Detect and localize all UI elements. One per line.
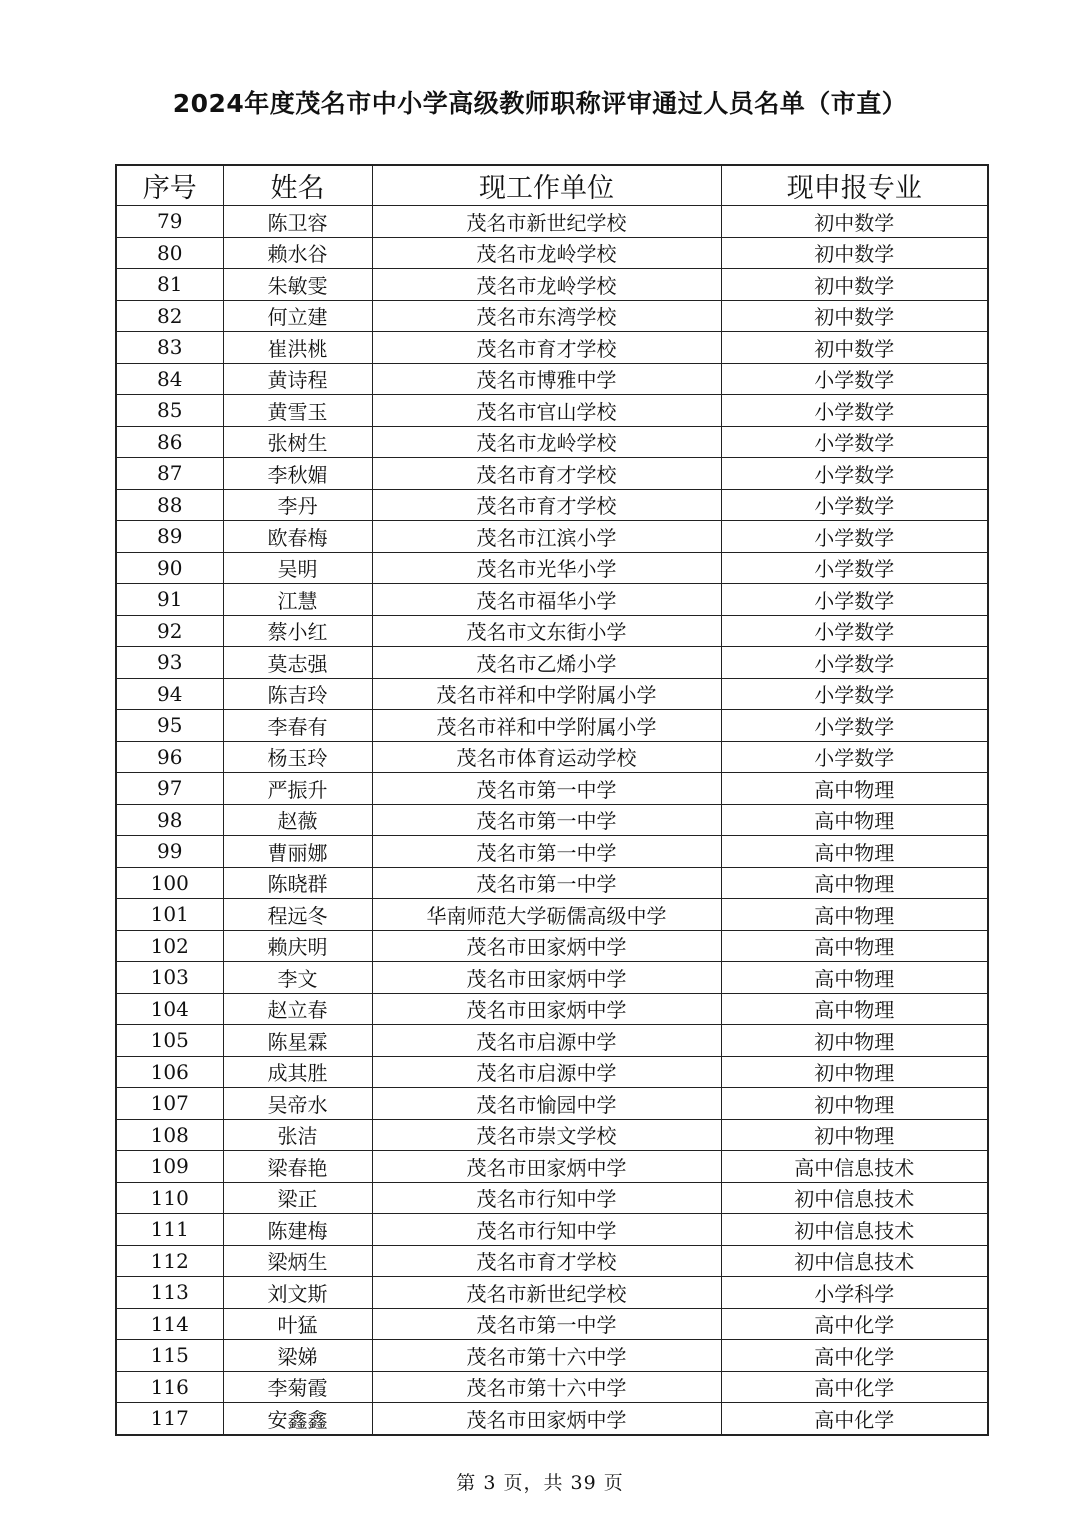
cell-unit: 茂名市文东街小学	[372, 615, 721, 647]
cell-major: 高中化学	[721, 1340, 988, 1372]
table-row	[116, 741, 988, 773]
cell-name: 江慧	[223, 584, 372, 616]
cell-unit: 茂名市体育运动学校	[372, 741, 721, 773]
cell-name: 崔洪桃	[223, 332, 372, 364]
cell-unit: 茂名市田家炳中学	[372, 1403, 721, 1435]
table-row	[116, 458, 988, 490]
header-number: 序号	[116, 165, 223, 206]
cell-name: 李秋媚	[223, 458, 372, 490]
cell-number: 117	[116, 1403, 223, 1435]
cell-major: 小学数学	[721, 647, 988, 679]
cell-major: 高中化学	[721, 1308, 988, 1340]
cell-number: 95	[116, 710, 223, 742]
cell-number: 88	[116, 489, 223, 521]
cell-name: 蔡小红	[223, 615, 372, 647]
table-row	[116, 332, 988, 364]
cell-unit: 茂名市东湾学校	[372, 300, 721, 332]
table-row	[116, 1214, 988, 1246]
cell-unit: 茂名市行知中学	[372, 1214, 721, 1246]
cell-number: 91	[116, 584, 223, 616]
cell-name: 叶猛	[223, 1308, 372, 1340]
cell-unit: 茂名市第一中学	[372, 1308, 721, 1340]
table-row	[116, 1056, 988, 1088]
cell-name: 成其胜	[223, 1056, 372, 1088]
cell-number: 110	[116, 1182, 223, 1214]
cell-name: 梁正	[223, 1182, 372, 1214]
table-row	[116, 773, 988, 805]
cell-unit: 茂名市育才学校	[372, 458, 721, 490]
cell-unit: 茂名市福华小学	[372, 584, 721, 616]
table-row	[116, 678, 988, 710]
cell-name: 吴明	[223, 552, 372, 584]
cell-unit: 茂名市第一中学	[372, 836, 721, 868]
cell-name: 李春有	[223, 710, 372, 742]
cell-name: 欧春梅	[223, 521, 372, 553]
cell-number: 103	[116, 962, 223, 994]
personnel-table	[115, 164, 989, 1436]
cell-number: 112	[116, 1245, 223, 1277]
cell-unit: 茂名市育才学校	[372, 1245, 721, 1277]
cell-name: 陈建梅	[223, 1214, 372, 1246]
cell-major: 高中物理	[721, 899, 988, 931]
cell-unit: 茂名市第一中学	[372, 773, 721, 805]
cell-unit: 茂名市第十六中学	[372, 1371, 721, 1403]
table-row	[116, 1403, 988, 1435]
cell-number: 85	[116, 395, 223, 427]
cell-major: 初中数学	[721, 269, 988, 301]
cell-unit: 茂名市崇文学校	[372, 1119, 721, 1151]
table-row	[116, 395, 988, 427]
cell-name: 安鑫鑫	[223, 1403, 372, 1435]
cell-unit: 茂名市愉园中学	[372, 1088, 721, 1120]
cell-unit: 茂名市启源中学	[372, 1025, 721, 1057]
cell-number: 111	[116, 1214, 223, 1246]
header-unit: 现工作单位	[372, 165, 721, 206]
cell-major: 小学数学	[721, 615, 988, 647]
cell-unit: 茂名市祥和中学附属小学	[372, 710, 721, 742]
table-row	[116, 300, 988, 332]
table-row	[116, 930, 988, 962]
cell-name: 梁炳生	[223, 1245, 372, 1277]
cell-unit: 茂名市第一中学	[372, 804, 721, 836]
cell-major: 初中数学	[721, 206, 988, 238]
cell-name: 李菊霞	[223, 1371, 372, 1403]
cell-name: 赵立春	[223, 993, 372, 1025]
cell-unit: 茂名市田家炳中学	[372, 930, 721, 962]
cell-unit: 华南师范大学砺儒高级中学	[372, 899, 721, 931]
cell-name: 刘文斯	[223, 1277, 372, 1309]
cell-name: 吴帝水	[223, 1088, 372, 1120]
cell-name: 杨玉玲	[223, 741, 372, 773]
cell-number: 97	[116, 773, 223, 805]
cell-major: 高中物理	[721, 930, 988, 962]
cell-major: 小学数学	[721, 395, 988, 427]
cell-major: 初中物理	[721, 1056, 988, 1088]
cell-major: 高中物理	[721, 962, 988, 994]
cell-major: 初中数学	[721, 300, 988, 332]
cell-unit: 茂名市光华小学	[372, 552, 721, 584]
table-row	[116, 993, 988, 1025]
cell-number: 82	[116, 300, 223, 332]
cell-number: 80	[116, 237, 223, 269]
cell-name: 陈晓群	[223, 867, 372, 899]
cell-number: 114	[116, 1308, 223, 1340]
cell-name: 赵薇	[223, 804, 372, 836]
table-row	[116, 836, 988, 868]
table-row	[116, 867, 988, 899]
cell-number: 113	[116, 1277, 223, 1309]
cell-name: 陈卫容	[223, 206, 372, 238]
cell-major: 初中数学	[721, 332, 988, 364]
cell-major: 小学数学	[721, 741, 988, 773]
cell-name: 赖水谷	[223, 237, 372, 269]
table-row	[116, 1308, 988, 1340]
cell-unit: 茂名市龙岭学校	[372, 237, 721, 269]
cell-number: 107	[116, 1088, 223, 1120]
cell-major: 初中物理	[721, 1119, 988, 1151]
cell-number: 99	[116, 836, 223, 868]
cell-unit: 茂名市育才学校	[372, 489, 721, 521]
cell-number: 87	[116, 458, 223, 490]
cell-name: 李丹	[223, 489, 372, 521]
document-title: 2024年度茂名市中小学高级教师职称评审通过人员名单（市直）	[172, 89, 908, 118]
cell-name: 梁娣	[223, 1340, 372, 1372]
cell-major: 小学数学	[721, 363, 988, 395]
table-row	[116, 1245, 988, 1277]
cell-name: 何立建	[223, 300, 372, 332]
cell-name: 黄雪玉	[223, 395, 372, 427]
cell-name: 朱敏雯	[223, 269, 372, 301]
cell-unit: 茂名市新世纪学校	[372, 1277, 721, 1309]
cell-unit: 茂名市田家炳中学	[372, 962, 721, 994]
page-footer: 第 3 页，共 39 页	[456, 1472, 624, 1494]
table-row	[116, 584, 988, 616]
cell-name: 陈星霖	[223, 1025, 372, 1057]
cell-major: 初中信息技术	[721, 1182, 988, 1214]
table-row	[116, 1088, 988, 1120]
table-row	[116, 1277, 988, 1309]
cell-unit: 茂名市行知中学	[372, 1182, 721, 1214]
table-row	[116, 521, 988, 553]
cell-major: 高中物理	[721, 773, 988, 805]
cell-name: 曹丽娜	[223, 836, 372, 868]
table-row	[116, 1025, 988, 1057]
cell-unit: 茂名市龙岭学校	[372, 269, 721, 301]
header-major: 现申报专业	[721, 165, 988, 206]
cell-name: 莫志强	[223, 647, 372, 679]
cell-major: 高中信息技术	[721, 1151, 988, 1183]
cell-major: 小学数学	[721, 458, 988, 490]
cell-name: 陈吉玲	[223, 678, 372, 710]
cell-number: 102	[116, 930, 223, 962]
cell-name: 张洁	[223, 1119, 372, 1151]
cell-major: 小学数学	[721, 584, 988, 616]
table-row	[116, 489, 988, 521]
cell-major: 高中物理	[721, 993, 988, 1025]
cell-major: 高中化学	[721, 1371, 988, 1403]
cell-number: 115	[116, 1340, 223, 1372]
table-header-row	[116, 165, 988, 206]
table-row	[116, 1119, 988, 1151]
cell-unit: 茂名市官山学校	[372, 395, 721, 427]
cell-major: 初中信息技术	[721, 1214, 988, 1246]
cell-unit: 茂名市育才学校	[372, 332, 721, 364]
cell-number: 89	[116, 521, 223, 553]
cell-major: 高中物理	[721, 804, 988, 836]
table-row	[116, 615, 988, 647]
cell-name: 黄诗程	[223, 363, 372, 395]
cell-major: 高中物理	[721, 836, 988, 868]
cell-major: 小学数学	[721, 710, 988, 742]
cell-name: 赖庆明	[223, 930, 372, 962]
cell-unit: 茂名市启源中学	[372, 1056, 721, 1088]
table-row	[116, 899, 988, 931]
cell-name: 程远冬	[223, 899, 372, 931]
cell-number: 86	[116, 426, 223, 458]
cell-number: 109	[116, 1151, 223, 1183]
cell-major: 高中物理	[721, 867, 988, 899]
table-row	[116, 804, 988, 836]
cell-number: 96	[116, 741, 223, 773]
cell-number: 100	[116, 867, 223, 899]
cell-number: 90	[116, 552, 223, 584]
cell-unit: 茂名市第十六中学	[372, 1340, 721, 1372]
cell-number: 101	[116, 899, 223, 931]
cell-major: 小学数学	[721, 521, 988, 553]
table-row	[116, 647, 988, 679]
cell-number: 81	[116, 269, 223, 301]
cell-unit: 茂名市田家炳中学	[372, 1151, 721, 1183]
table-body	[116, 206, 988, 1435]
table-row	[116, 1182, 988, 1214]
cell-major: 小学数学	[721, 489, 988, 521]
cell-number: 83	[116, 332, 223, 364]
table-row	[116, 206, 988, 238]
cell-name: 张树生	[223, 426, 372, 458]
cell-unit: 茂名市博雅中学	[372, 363, 721, 395]
cell-number: 94	[116, 678, 223, 710]
table-row	[116, 1151, 988, 1183]
cell-number: 104	[116, 993, 223, 1025]
cell-unit: 茂名市祥和中学附属小学	[372, 678, 721, 710]
table-row	[116, 962, 988, 994]
cell-number: 79	[116, 206, 223, 238]
cell-number: 93	[116, 647, 223, 679]
cell-major: 高中化学	[721, 1403, 988, 1435]
cell-unit: 茂名市龙岭学校	[372, 426, 721, 458]
cell-number: 98	[116, 804, 223, 836]
table-row	[116, 269, 988, 301]
cell-major: 小学科学	[721, 1277, 988, 1309]
table-row	[116, 710, 988, 742]
cell-major: 初中数学	[721, 237, 988, 269]
cell-unit: 茂名市第一中学	[372, 867, 721, 899]
cell-number: 106	[116, 1056, 223, 1088]
cell-unit: 茂名市新世纪学校	[372, 206, 721, 238]
cell-unit: 茂名市乙烯小学	[372, 647, 721, 679]
cell-major: 初中物理	[721, 1088, 988, 1120]
cell-number: 116	[116, 1371, 223, 1403]
cell-major: 小学数学	[721, 426, 988, 458]
cell-number: 92	[116, 615, 223, 647]
cell-number: 84	[116, 363, 223, 395]
table-row	[116, 426, 988, 458]
cell-name: 梁春艳	[223, 1151, 372, 1183]
table-row	[116, 363, 988, 395]
header-name: 姓名	[223, 165, 372, 206]
table-row	[116, 1371, 988, 1403]
cell-major: 初中信息技术	[721, 1245, 988, 1277]
cell-number: 108	[116, 1119, 223, 1151]
cell-name: 李文	[223, 962, 372, 994]
table-row	[116, 1340, 988, 1372]
cell-major: 初中物理	[721, 1025, 988, 1057]
cell-unit: 茂名市江滨小学	[372, 521, 721, 553]
table-row	[116, 552, 988, 584]
table-row	[116, 237, 988, 269]
cell-name: 严振升	[223, 773, 372, 805]
cell-number: 105	[116, 1025, 223, 1057]
cell-major: 小学数学	[721, 678, 988, 710]
cell-unit: 茂名市田家炳中学	[372, 993, 721, 1025]
cell-major: 小学数学	[721, 552, 988, 584]
